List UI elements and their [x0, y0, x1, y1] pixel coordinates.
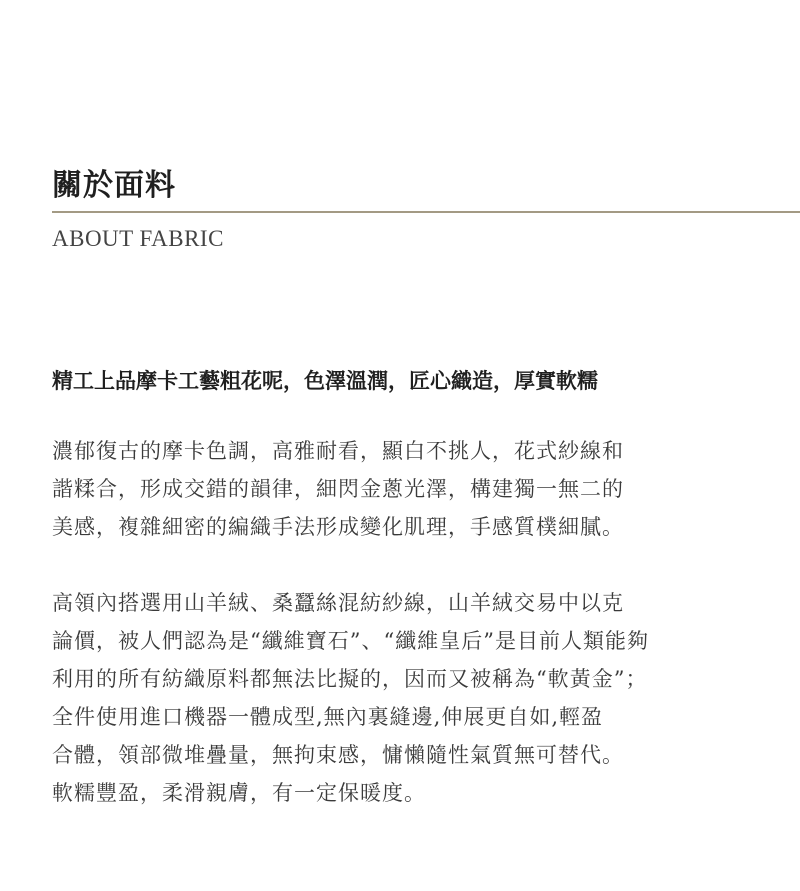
paragraph-1-line: 濃郁復古的摩卡色調，高雅耐看，顯白不挑人，花式紗線和 [52, 439, 624, 463]
section-title: 關於面料 [52, 168, 176, 203]
fabric-description-paragraph-1 [52, 432, 752, 546]
fabric-headline: 精工上品摩卡工藝粗花呢，色澤溫潤，匠心織造，厚實軟糯 [52, 368, 598, 393]
paragraph-2-line: 全件使用進口機器一體成型,無內裏縫邊,伸展更自如,輕盈 [52, 705, 604, 729]
paragraph-2-line: 軟糯豐盈，柔滑親膚，有一定保暖度。 [52, 781, 426, 805]
section-divider [52, 211, 800, 213]
paragraph-2-line: 高領內搭選用山羊絨、桑蠶絲混紡紗線，山羊絨交易中以克 [52, 591, 624, 615]
paragraph-2-line: 合體，領部微堆疊量，無拘束感，慵懶隨性氣質無可替代。 [52, 743, 624, 767]
paragraph-2-line: 論價，被人們認為是“纖維寶石”、“纖維皇后”是目前人類能夠 [52, 629, 649, 653]
fabric-description-paragraph-2 [52, 584, 752, 812]
section-subtitle: ABOUT FABRIC [52, 226, 224, 251]
paragraph-1-line: 美感，複雜細密的編織手法形成變化肌理，手感質樸細膩。 [52, 515, 624, 539]
paragraph-1-line: 諧糅合，形成交錯的韻律，細閃金蔥光澤，構建獨一無二的 [52, 477, 624, 501]
paragraph-2-line: 利用的所有紡織原料都無法比擬的，因而又被稱為“軟黃金”； [52, 667, 648, 691]
